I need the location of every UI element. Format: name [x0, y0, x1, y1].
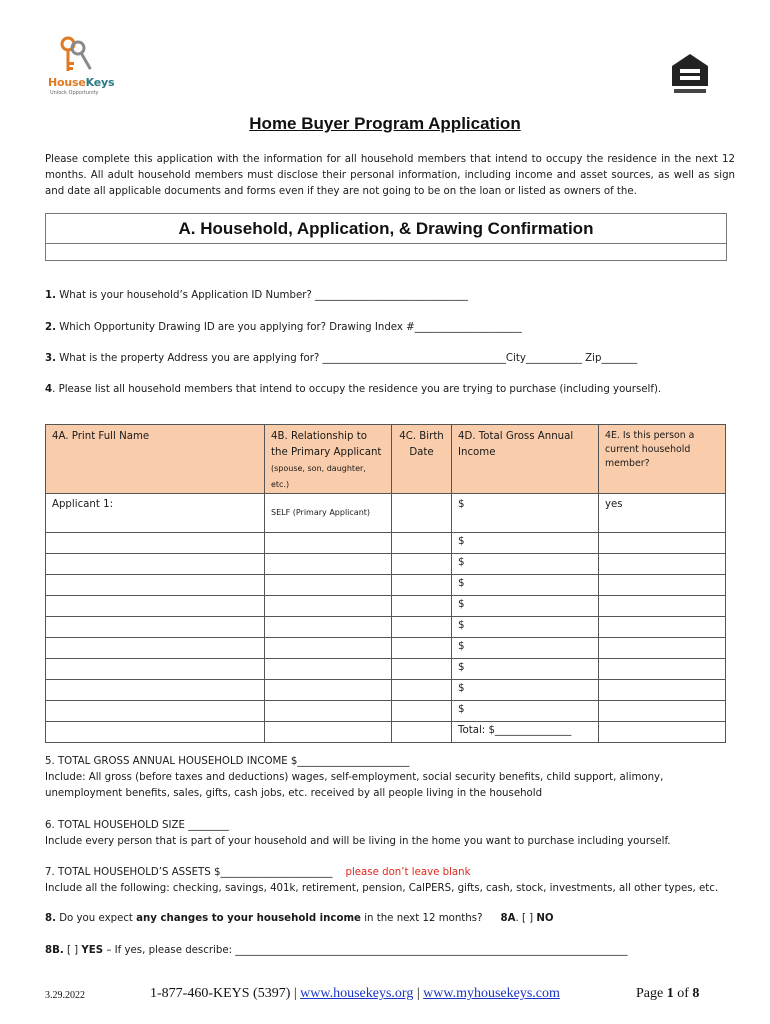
question-8[interactable]: 8. Do you expect any changes to your household income in the next 12 months? 8A. [ ] NO [45, 913, 554, 924]
relationship-cell[interactable] [265, 596, 392, 617]
table-row [46, 659, 726, 680]
relationship-cell[interactable] [265, 680, 392, 701]
table-row [46, 575, 726, 596]
question-4: 4. Please list all household members that intend to occupy the residence you are trying to purchase (including yourself). [45, 384, 662, 395]
question-8b[interactable]: 8B. [ ] YES – If yes, please describe: _____________________________________________________________________________ [45, 945, 628, 956]
question-2[interactable]: 2. Which Opportunity Drawing ID are you applying for? Drawing Index #_____________________ [45, 322, 522, 333]
relationship-cell[interactable] [265, 722, 392, 743]
current-cell[interactable] [599, 596, 726, 617]
header-birth-date: 4C. Birth Date [392, 425, 452, 494]
question-1[interactable]: 1. What is your household’s Application ID Number? ______________________________ [45, 290, 468, 301]
table-row [46, 596, 726, 617]
total-income-cell[interactable]: Total: $_______________ [452, 722, 599, 743]
birth-cell[interactable] [392, 722, 452, 743]
applicant-1-relationship-cell[interactable]: SELF (Primary Applicant) [265, 494, 392, 533]
relationship-cell[interactable] [265, 617, 392, 638]
income-cell[interactable]: $ [452, 638, 599, 659]
birth-cell[interactable] [392, 701, 452, 722]
housekeys-org-link[interactable]: www.housekeys.org [300, 986, 414, 1001]
birth-cell[interactable] [392, 554, 452, 575]
question-6[interactable] [45, 818, 671, 850]
q7-label-line: 7. TOTAL HOUSEHOLD’S ASSETS $______________________ please don’t leave blank [45, 867, 471, 878]
current-cell[interactable] [599, 533, 726, 554]
q6-label: 6. TOTAL HOUSEHOLD SIZE ________ [45, 820, 229, 831]
myhousekeys-com-link[interactable]: www.myhousekeys.com [423, 986, 560, 1001]
name-cell[interactable] [46, 722, 265, 743]
birth-cell[interactable] [392, 596, 452, 617]
logo-tagline: Unlock Opportunity [50, 90, 99, 96]
section-a-header [45, 213, 727, 261]
current-cell[interactable] [599, 575, 726, 596]
question-3[interactable]: 3. What is the property Address you are applying for? ____________________________________City___________ Zip_______ [45, 353, 638, 364]
name-cell[interactable] [46, 617, 265, 638]
current-cell[interactable] [599, 722, 726, 743]
footer-date: 3.29.2022 [45, 990, 85, 1001]
applicant-1-name-cell[interactable]: Applicant 1: [46, 494, 265, 533]
section-a-spacer [46, 244, 726, 258]
name-cell[interactable] [46, 701, 265, 722]
table-row [46, 701, 726, 722]
applicant-1-current-cell[interactable]: yes [599, 494, 726, 533]
income-cell[interactable]: $ [452, 659, 599, 680]
footer-contact: 1-877-460-KEYS (5397) | www.housekeys.org | www.myhousekeys.com [150, 986, 560, 1001]
relationship-cell[interactable] [265, 701, 392, 722]
equal-housing-opportunity-icon [670, 52, 710, 96]
q5-include: Include: All gross (before taxes and deductions) wages, self-employment, social security benefits, child support, alimony, unemployment benefits, sales, gifts, cash jobs, etc. received by all people living in the household [45, 772, 664, 799]
section-a-title: A. Household, Application, & Drawing Confirmation [46, 214, 726, 244]
relationship-cell[interactable] [265, 659, 392, 680]
birth-cell[interactable] [392, 680, 452, 701]
current-cell[interactable] [599, 659, 726, 680]
question-5[interactable] [45, 754, 735, 802]
income-cell[interactable]: $ [452, 575, 599, 596]
current-cell[interactable] [599, 680, 726, 701]
birth-cell[interactable] [392, 575, 452, 596]
name-cell[interactable] [46, 680, 265, 701]
table-header-row [46, 425, 726, 494]
table-row [46, 680, 726, 701]
birth-cell[interactable] [392, 617, 452, 638]
applicant-1-income-cell[interactable]: $ [452, 494, 599, 533]
relationship-cell[interactable] [265, 533, 392, 554]
birth-cell[interactable] [392, 533, 452, 554]
q7-include: Include all the following: checking, savings, 401k, retirement, pension, CalPERS, gifts, cash, stock, investments, all other types, etc. [45, 883, 719, 894]
name-cell[interactable] [46, 533, 265, 554]
relationship-cell[interactable] [265, 575, 392, 596]
income-cell[interactable]: $ [452, 533, 599, 554]
income-cell[interactable]: $ [452, 596, 599, 617]
income-cell[interactable]: $ [452, 617, 599, 638]
q6-include: Include every person that is part of your household and will be living in the home you want to purchase including yourself. [45, 836, 671, 847]
name-cell[interactable] [46, 575, 265, 596]
applicant-1-birth-cell[interactable] [392, 494, 452, 533]
current-cell[interactable] [599, 701, 726, 722]
income-cell[interactable]: $ [452, 701, 599, 722]
page-number: Page 1 of 8 [636, 986, 700, 1001]
header-current-member: 4E. Is this person a current household member? [599, 425, 726, 494]
income-cell[interactable]: $ [452, 554, 599, 575]
relationship-cell[interactable] [265, 554, 392, 575]
header-total-income: 4D. Total Gross Annual Income [452, 425, 599, 494]
current-cell[interactable] [599, 638, 726, 659]
header-relationship: 4B. Relationship to the Primary Applicant (spouse, son, daughter, etc.) [265, 425, 392, 494]
table-row [46, 617, 726, 638]
household-members-table [45, 424, 726, 743]
income-cell[interactable]: $ [452, 680, 599, 701]
logo-brand: HouseKeys [48, 76, 115, 89]
name-cell[interactable] [46, 659, 265, 680]
name-cell[interactable] [46, 638, 265, 659]
name-cell[interactable] [46, 554, 265, 575]
question-7[interactable] [45, 865, 718, 897]
table-row [46, 533, 726, 554]
relationship-cell[interactable] [265, 638, 392, 659]
page-title: Home Buyer Program Application [249, 114, 521, 133]
header-full-name: 4A. Print Full Name [46, 425, 265, 494]
birth-cell[interactable] [392, 659, 452, 680]
current-cell[interactable] [599, 554, 726, 575]
intro-paragraph: Please complete this application with the information for all household members that intend to occupy the residence in the next 12 months. All adult household members must disclose their personal information, including income and asset sources, as well as sign and date all applicable documents and forms even if they are not going to be on the loan or listed as owners of the. [45, 154, 735, 197]
current-cell[interactable] [599, 617, 726, 638]
table-row [46, 554, 726, 575]
q7-warning: please don’t leave blank [345, 867, 471, 878]
birth-cell[interactable] [392, 638, 452, 659]
table-total-row [46, 722, 726, 743]
table-row [46, 638, 726, 659]
table-row [46, 494, 726, 533]
name-cell[interactable] [46, 596, 265, 617]
q5-label: 5. TOTAL GROSS ANNUAL HOUSEHOLD INCOME $______________________ [45, 756, 410, 767]
